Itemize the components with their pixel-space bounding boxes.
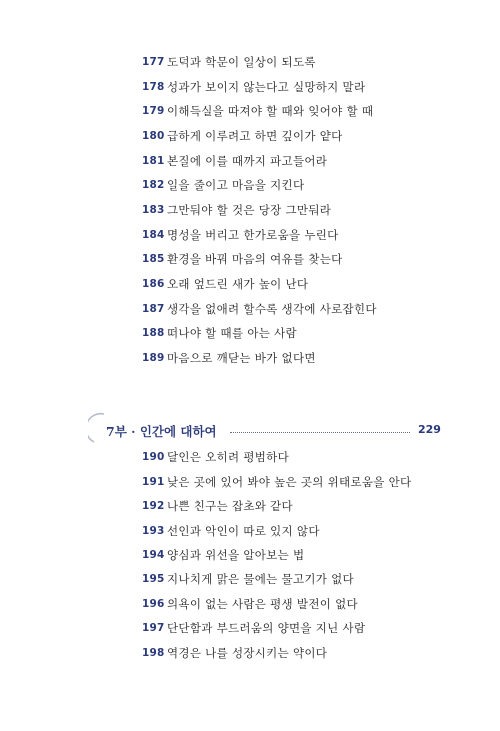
entry-number: 184 (142, 229, 165, 241)
toc-entry[interactable] (142, 643, 327, 663)
dot-leader (230, 432, 410, 433)
entry-title: 나쁜 친구는 잡초와 같다 (167, 499, 293, 513)
entry-title: 오래 엎드린 새가 높이 난다 (167, 277, 309, 291)
entry-number: 179 (142, 105, 165, 117)
toc-entry[interactable] (142, 521, 320, 541)
entry-number: 193 (142, 525, 165, 537)
entry-title: 환경을 바꿔 마음의 여유를 찾는다 (167, 252, 343, 266)
entry-number: 186 (142, 278, 165, 290)
entry-number: 178 (142, 81, 165, 93)
entry-title: 지나치게 맑은 물에는 물고기가 없다 (167, 572, 354, 586)
entry-title: 도덕과 학문이 일상이 되도록 (167, 55, 316, 69)
entry-number: 189 (142, 352, 165, 364)
toc-entry[interactable] (142, 225, 339, 245)
toc-entry[interactable] (142, 447, 289, 467)
entry-title: 양심과 위선을 알아보는 법 (167, 548, 305, 562)
toc-entry[interactable] (142, 200, 331, 220)
entry-title: 생각을 없애려 할수록 생각에 사로잡힌다 (167, 302, 377, 316)
entry-number: 177 (142, 56, 165, 68)
entry-title: 선인과 악인이 따로 있지 않다 (167, 524, 320, 538)
toc-entry[interactable] (142, 472, 411, 492)
toc-entry[interactable] (142, 249, 343, 269)
entry-title: 성과가 보이지 않는다고 실망하지 말라 (167, 80, 366, 94)
entry-title: 급하게 이루려고 하면 깊이가 얕다 (167, 129, 343, 143)
toc-entry[interactable] (142, 175, 304, 195)
toc-entry[interactable] (142, 151, 327, 171)
entry-number: 197 (142, 622, 165, 634)
entry-title: 일을 줄이고 마음을 지킨다 (167, 178, 305, 192)
entry-number: 198 (142, 647, 165, 659)
entry-number: 196 (142, 598, 165, 610)
entry-title: 단단함과 부드러움의 양면을 지닌 사람 (167, 621, 366, 635)
toc-entry[interactable] (142, 569, 354, 589)
toc-entry[interactable] (142, 77, 365, 97)
toc-entry[interactable] (142, 545, 304, 565)
entry-number: 187 (142, 303, 165, 315)
entry-title: 의욕이 없는 사람은 평생 발전이 없다 (167, 597, 358, 611)
toc-entry[interactable] (142, 618, 365, 638)
entry-title: 낮은 곳에 있어 봐야 높은 곳의 위태로움을 안다 (167, 475, 412, 489)
entry-number: 192 (142, 500, 165, 512)
entry-number: 185 (142, 253, 165, 265)
part-heading[interactable] (88, 412, 448, 448)
entry-title: 마음으로 깨닫는 바가 없다면 (167, 351, 316, 365)
entry-number: 183 (142, 204, 165, 216)
toc-entry[interactable] (142, 496, 293, 516)
entry-title: 역경은 나를 성장시키는 약이다 (167, 646, 328, 660)
toc-entry[interactable] (142, 52, 316, 72)
entry-number: 191 (142, 476, 165, 488)
entry-title: 본질에 이를 때까지 파고들어라 (167, 154, 328, 168)
entry-title: 명성을 버리고 한가로움을 누린다 (167, 228, 339, 242)
entry-title: 이해득실을 따져야 할 때와 잊어야 할 때 (167, 104, 374, 118)
toc-entry[interactable] (142, 101, 373, 121)
toc-entry[interactable] (142, 274, 308, 294)
entry-title: 달인은 오히려 평범하다 (167, 450, 289, 464)
entry-number: 181 (142, 155, 165, 167)
entry-number: 195 (142, 573, 165, 585)
entry-title: 그만둬야 할 것은 당장 그만둬라 (167, 203, 332, 217)
entry-number: 194 (142, 549, 165, 561)
toc-entry[interactable] (142, 299, 377, 319)
entry-number: 188 (142, 327, 165, 339)
toc-entry[interactable] (142, 126, 343, 146)
toc-entry[interactable] (142, 348, 316, 368)
part-title: 7부 · 인간에 대하여 (106, 424, 217, 439)
entry-number: 180 (142, 130, 165, 142)
entry-number: 190 (142, 451, 165, 463)
entry-number: 182 (142, 179, 165, 191)
toc-entry[interactable] (142, 594, 358, 614)
entry-title: 떠나야 할 때를 아는 사람 (167, 326, 297, 340)
toc-entry[interactable] (142, 323, 297, 343)
part-page-number: 229 (418, 423, 441, 436)
